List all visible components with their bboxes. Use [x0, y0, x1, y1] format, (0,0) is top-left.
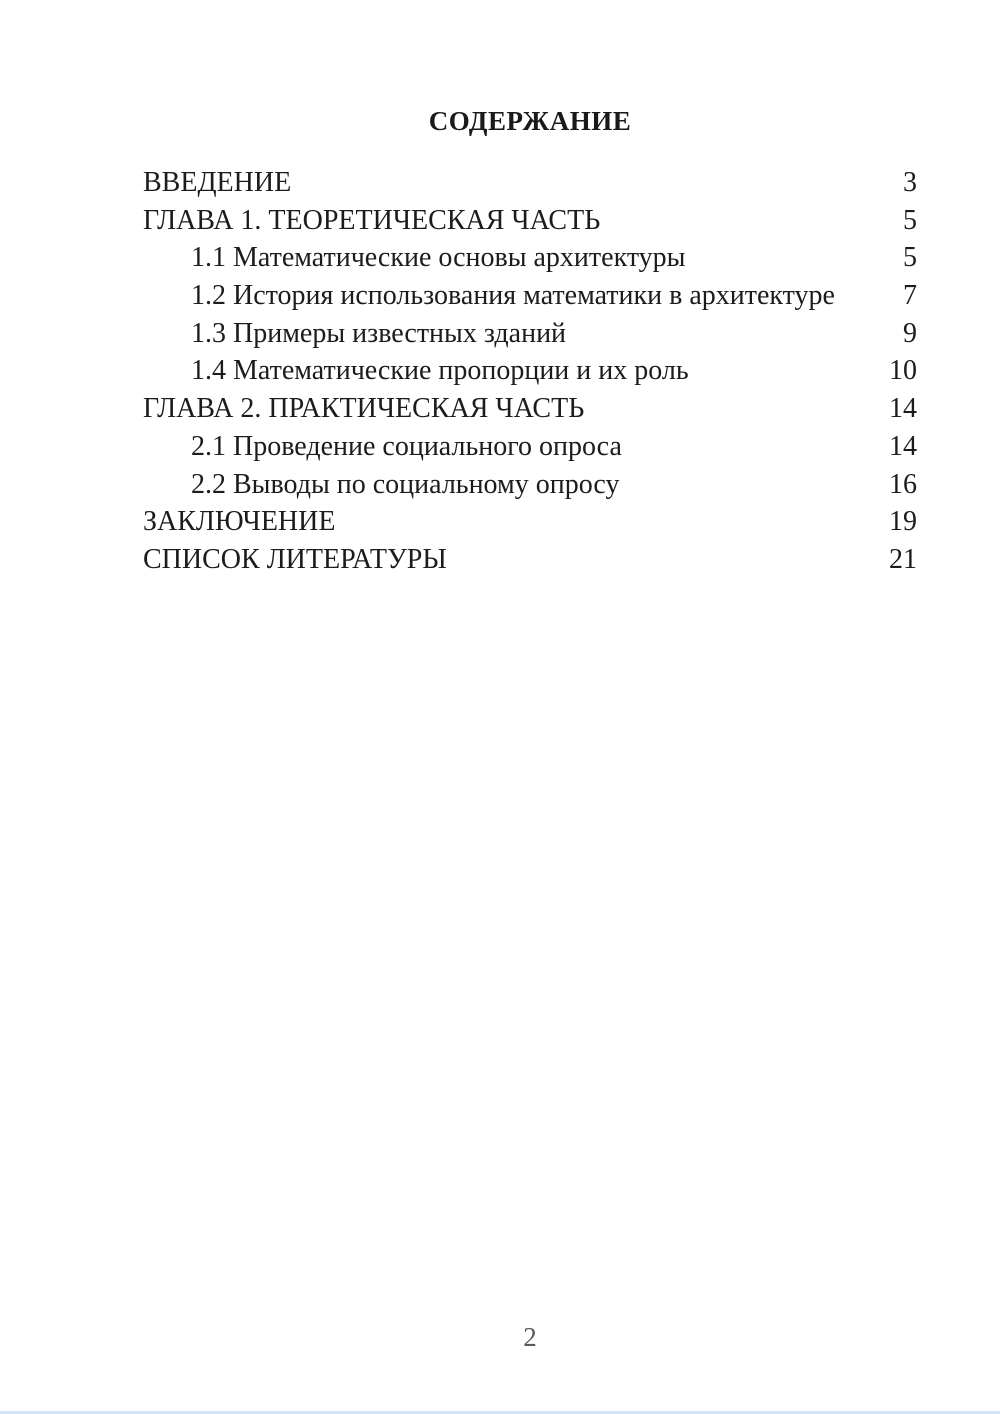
- toc-entry-label: 1.3 Примеры известных зданий: [191, 317, 567, 349]
- toc-entry: [143, 202, 917, 240]
- toc-entry-page: 9: [903, 317, 917, 349]
- toc-entry: [143, 541, 917, 579]
- toc-entry-page: 7: [903, 280, 917, 312]
- toc-entry-label: ЗАКЛЮЧЕНИЕ: [143, 506, 336, 538]
- toc-entry-label: 2.2 Выводы по социальному опросу: [191, 468, 620, 500]
- toc-entry: [143, 164, 917, 202]
- toc-entry-label: СПИСОК ЛИТЕРАТУРЫ: [143, 543, 447, 575]
- toc-entry-label: 2.1 Проведение социального опроса: [191, 430, 622, 462]
- table-of-contents: [143, 164, 917, 579]
- toc-entry: [143, 390, 917, 428]
- toc-entry: [143, 352, 917, 390]
- toc-entry-page: 5: [903, 204, 917, 236]
- toc-entry-label: 1.2 История использования математики в архитектуре: [191, 280, 835, 312]
- toc-entry: [143, 315, 917, 353]
- toc-entry-page: 5: [903, 242, 917, 274]
- toc-entry-page: 14: [889, 430, 917, 462]
- toc-entry-page: 19: [889, 506, 917, 538]
- toc-entry-page: 21: [889, 543, 917, 575]
- toc-entry-label: ГЛАВА 2. ПРАКТИЧЕСКАЯ ЧАСТЬ: [143, 393, 585, 425]
- toc-entry: [143, 466, 917, 504]
- toc-entry: [143, 277, 917, 315]
- toc-entry: [143, 503, 917, 541]
- toc-entry: [143, 428, 917, 466]
- toc-entry-page: 16: [889, 468, 917, 500]
- page-number: 2: [523, 1322, 537, 1352]
- toc-entry-label: 1.1 Математические основы архитектуры: [191, 242, 686, 274]
- toc-entry-page: 14: [889, 393, 917, 425]
- toc-entry-label: ГЛАВА 1. ТЕОРЕТИЧЕСКАЯ ЧАСТЬ: [143, 204, 601, 236]
- toc-entry: [143, 239, 917, 277]
- toc-entry-label: 1.4 Математические пропорции и их роль: [191, 355, 689, 387]
- toc-entry-page: 10: [889, 355, 917, 387]
- page-title: СОДЕРЖАНИЕ: [428, 106, 632, 137]
- toc-entry-label: ВВЕДЕНИЕ: [143, 167, 292, 198]
- toc-entry-page: 3: [903, 167, 917, 198]
